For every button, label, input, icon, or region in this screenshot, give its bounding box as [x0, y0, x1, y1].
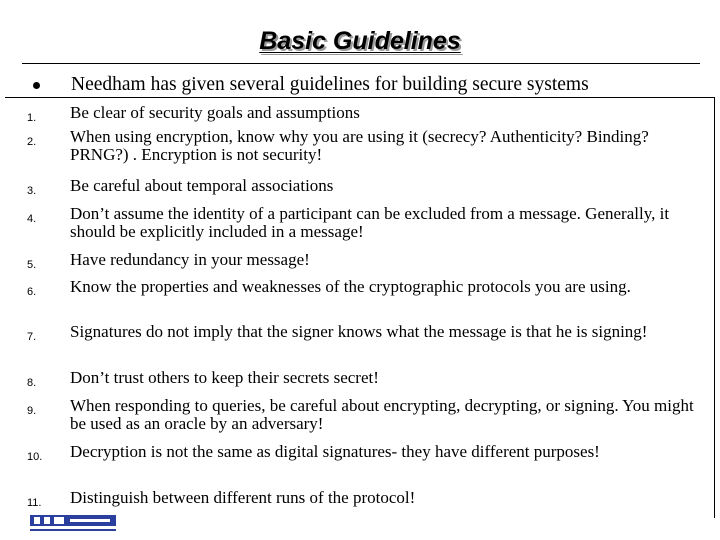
item-text: Distinguish between different runs of the protocol!: [70, 488, 416, 507]
item-number: 4.: [27, 213, 37, 225]
item-number: 5.: [27, 259, 37, 271]
item-text: Have redundancy in your message!: [70, 250, 310, 269]
item-number: 8.: [27, 377, 37, 389]
item-number: 7.: [27, 331, 37, 343]
item-number: 3.: [27, 185, 37, 197]
logo-mark: [30, 515, 116, 531]
item-text: Know the properties and weaknesses of the cryptographic protocols you are using.: [70, 277, 631, 296]
organization-logo: [30, 512, 120, 536]
item-number: 1.: [27, 112, 37, 124]
lead-text: Needham has given several guidelines for building secure systems: [71, 74, 589, 95]
item-text: Don’t trust others to keep their secrets secret!: [70, 368, 379, 387]
item-text: Signatures do not imply that the signer knows what the message is that he is signing!: [70, 322, 648, 341]
title-rule: [22, 63, 700, 64]
item-text: When responding to queries, be careful about encrypting, decrypting, or signing. You might be used as an oracle by an adversary!: [70, 396, 694, 433]
bullet-icon: [33, 82, 40, 89]
item-number: 10.: [27, 451, 43, 463]
item-text: When using encryption, know why you are using it (secrecy? Authenticity? Binding? PRNG?) . Encryption is not security!: [70, 127, 649, 164]
item-number: 2.: [27, 136, 37, 148]
item-text: Decryption is not the same as digital signatures- they have different purposes!: [70, 442, 600, 461]
item-number: 11.: [27, 497, 42, 509]
slide-title: Basic Guidelines: [259, 27, 461, 55]
item-number: 6.: [27, 286, 37, 298]
item-text: Be clear of security goals and assumptions: [70, 103, 360, 122]
item-number: 9.: [27, 405, 37, 417]
item-text: Be careful about temporal associations: [70, 176, 334, 195]
item-text: Don’t assume the identity of a participant can be excluded from a message. Generally, it should be explicitly included in a message!: [70, 204, 670, 241]
